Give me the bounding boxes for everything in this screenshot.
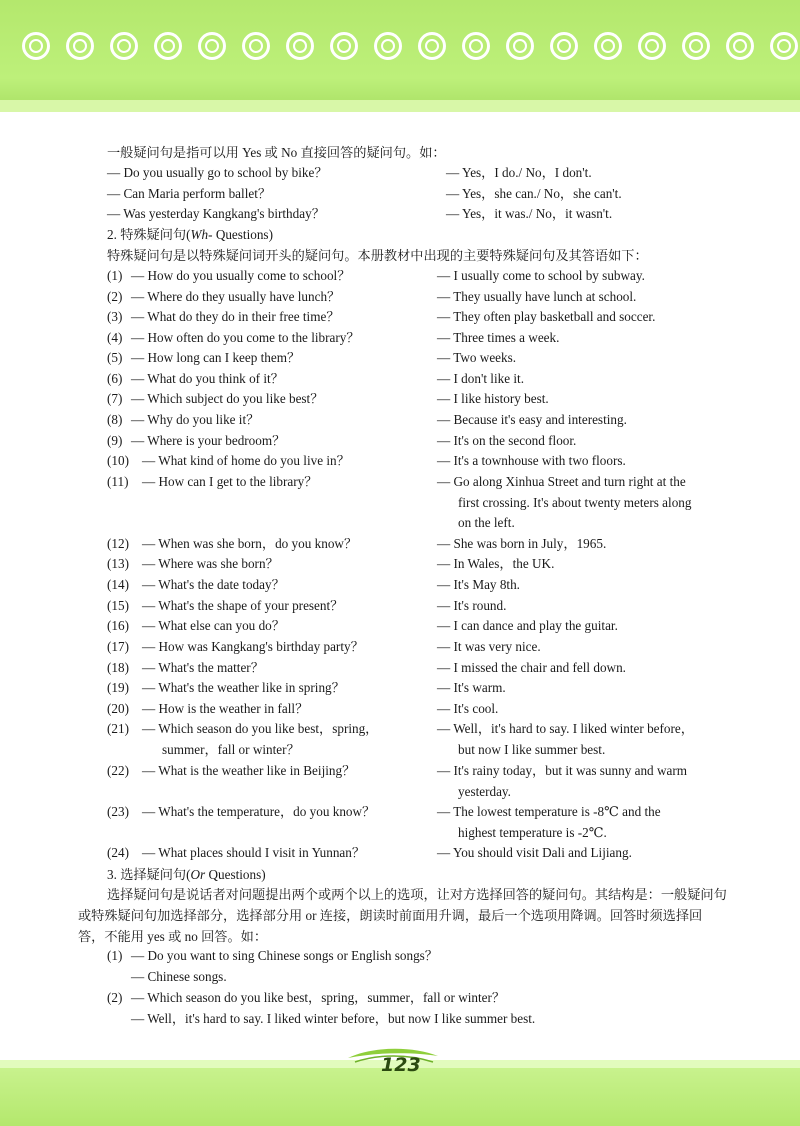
question-number: (24) [107,845,129,860]
or-question: — Which season do you like best，spring，summer，fall or winter？ [131,990,506,1005]
wh-answer: — It's round. [437,598,507,613]
ring-icon [110,32,138,60]
wh-answer: — I can dance and play the guitar. [437,618,618,633]
question-number: (18) [107,660,129,675]
wh-question: — Where is your bedroom？ [131,433,286,448]
wh-answer: first crossing. It's about twenty meters along [458,494,692,510]
question-number: (10) [107,453,129,468]
question-number: (11) [107,474,129,489]
ring-icon [374,32,402,60]
question-number: (21) [107,721,129,736]
wh-question: — What's the date today？ [142,577,285,592]
section2-heading-italic: Wh [190,227,209,242]
wh-answer: — I usually come to school by subway. [437,268,645,283]
or-question-number: (1) [107,948,123,963]
question-number: (9) [107,433,123,448]
wh-answer: — Two weeks. [437,350,517,365]
ring-icon [66,32,94,60]
wh-question: — What's the temperature，do you know？ [142,804,376,819]
question-number: (19) [107,680,129,695]
wh-answer: — Three times a week. [437,330,560,345]
section3-heading [107,867,266,883]
wh-answer: — They often play basketball and soccer. [437,309,656,324]
wh-answer: — It was very nice. [437,639,541,654]
ring-icon [770,32,798,60]
wh-answer: — It's rainy today，but it was sunny and warm [437,763,687,778]
wh-question: — How long can I keep them？ [131,350,301,365]
general-question: — Do you usually go to school by bike？ [107,165,328,180]
question-number: (14) [107,577,129,592]
question-number: (2) [107,289,123,304]
intro-text: 一般疑问句是指可以用 Yes 或 No 直接回答的疑问句。如： [107,145,446,160]
section3-heading-suffix: Questions) [205,867,266,882]
or-answer: — Chinese songs. [131,969,227,984]
wh-answer: — I missed the chair and fell down. [437,660,626,675]
ring-icon [286,32,314,60]
question-number: (8) [107,412,123,427]
wh-question: — What do you think of it？ [131,371,284,386]
wh-question: — When was she born，do you know？ [142,536,358,551]
question-number: (20) [107,701,129,716]
ring-icon [22,32,50,60]
wh-question: — How can I get to the library？ [142,474,318,489]
question-number: (12) [107,536,129,551]
question-number: (7) [107,391,123,406]
section2-heading-suffix: - Questions) [208,227,273,242]
question-number: (4) [107,330,123,345]
decorative-rings [0,32,800,80]
wh-answer: highest temperature is -2℃. [458,824,607,840]
general-question: — Was yesterday Kangkang's birthday？ [107,206,325,221]
wh-answer: — They usually have lunch at school. [437,289,637,304]
ring-icon [330,32,358,60]
wh-answer: on the left. [458,515,515,530]
question-number: (1) [107,268,123,283]
ring-icon [550,32,578,60]
ring-icon [154,32,182,60]
section3-heading-italic: Or [190,867,206,882]
wh-question: summer，fall or winter？ [162,741,300,757]
wh-answer: — She was born in July，1965. [437,536,607,551]
wh-answer: — It's a townhouse with two floors. [437,453,626,468]
wh-answer: — I like history best. [437,391,549,406]
wh-answer: — It's warm. [437,680,506,695]
ring-icon [594,32,622,60]
ring-icon [462,32,490,60]
ring-icon [682,32,710,60]
ring-icon [418,32,446,60]
ring-icon [726,32,754,60]
page-number-badge [343,1046,443,1086]
or-question-number: (2) [107,990,123,1005]
wh-question: — How often do you come to the library？ [131,330,360,345]
wh-answer: — You should visit Dali and Lijiang. [437,845,632,860]
wh-question: — What's the weather like in spring？ [142,680,345,695]
wh-question: — Which season do you like best，spring， [142,721,379,736]
ring-icon [638,32,666,60]
wh-question: — How was Kangkang's birthday party？ [142,639,364,654]
question-number: (5) [107,350,123,365]
question-number: (22) [107,763,129,778]
wh-answer: — The lowest temperature is -8℃ and the [437,804,661,819]
wh-answer: yesterday. [458,783,511,799]
or-answer: — Well，it's hard to say. I liked winter before，but now I like summer best. [131,1011,536,1026]
wh-question: — What else can you do？ [142,618,285,633]
wh-answer: — In Wales，the UK. [437,556,555,571]
wh-answer: — Well，it's hard to say. I liked winter before， [437,721,694,736]
general-answer: — Yes，I do./ No，I don't. [446,165,592,180]
wh-question: — What do they do in their free time？ [131,309,340,324]
wh-question: — What places should I visit in Yunnan？ [142,845,366,860]
wh-answer: — Because it's easy and interesting. [437,412,627,427]
or-question: — Do you want to sing Chinese songs or English songs？ [131,948,438,963]
wh-answer: — It's on the second floor. [437,433,577,448]
wh-answer: — Go along Xinhua Street and turn right at the [437,474,686,489]
wh-question: — What's the shape of your present？ [142,598,344,613]
question-number: (23) [107,804,129,819]
general-answer: — Yes，she can./ No，she can't. [446,186,622,201]
section2-description: 特殊疑问句是以特殊疑问词开头的疑问句。本册教材中出现的主要特殊疑问句及其答语如下： [107,248,648,263]
section2-heading [107,227,273,243]
wh-question: — What's the matter？ [142,660,264,675]
wh-question: — Where was she born？ [142,556,279,571]
section2-heading-prefix: 2. 特殊疑问句( [107,227,191,242]
question-number: (17) [107,639,129,654]
question-number: (16) [107,618,129,633]
ring-icon [506,32,534,60]
header-stripe [0,100,800,112]
section3-heading-prefix: 3. 选择疑问句( [107,867,191,882]
wh-question: — What kind of home do you live in？ [142,453,350,468]
wh-answer: — It's May 8th. [437,577,520,592]
question-number: (15) [107,598,129,613]
section3-description: 选择疑问句是说话者对问题提出两个或两个以上的选项，让对方选择回答的疑问句。其结构是：一般疑问句或特殊疑问句加选择部分，选择部分用 or 连接，朗读时前面用升调，最后一个选项用降调。回答时须选择回答，不能用 yes 或 no 回答。如： [78,887,727,944]
wh-question: — Why do you like it？ [131,412,260,427]
question-number: (13) [107,556,129,571]
wh-answer: but now I like summer best. [458,741,606,757]
wh-answer: — I don't like it. [437,371,524,386]
wh-question: — How is the weather in fall？ [142,701,309,716]
wh-question: — What is the weather like in Beijing？ [142,763,356,778]
wh-answer: — It's cool. [437,701,499,716]
wh-question: — Where do they usually have lunch？ [131,289,341,304]
ring-icon [242,32,270,60]
general-question: — Can Maria perform ballet？ [107,186,272,201]
wh-question: — How do you usually come to school？ [131,268,351,283]
question-number: (3) [107,309,123,324]
question-number: (6) [107,371,123,386]
wh-question: — Which subject do you like best？ [131,391,324,406]
page-number: 123 [381,1054,421,1076]
general-answer: — Yes，it was./ No，it wasn't. [446,206,613,221]
ring-icon [198,32,226,60]
